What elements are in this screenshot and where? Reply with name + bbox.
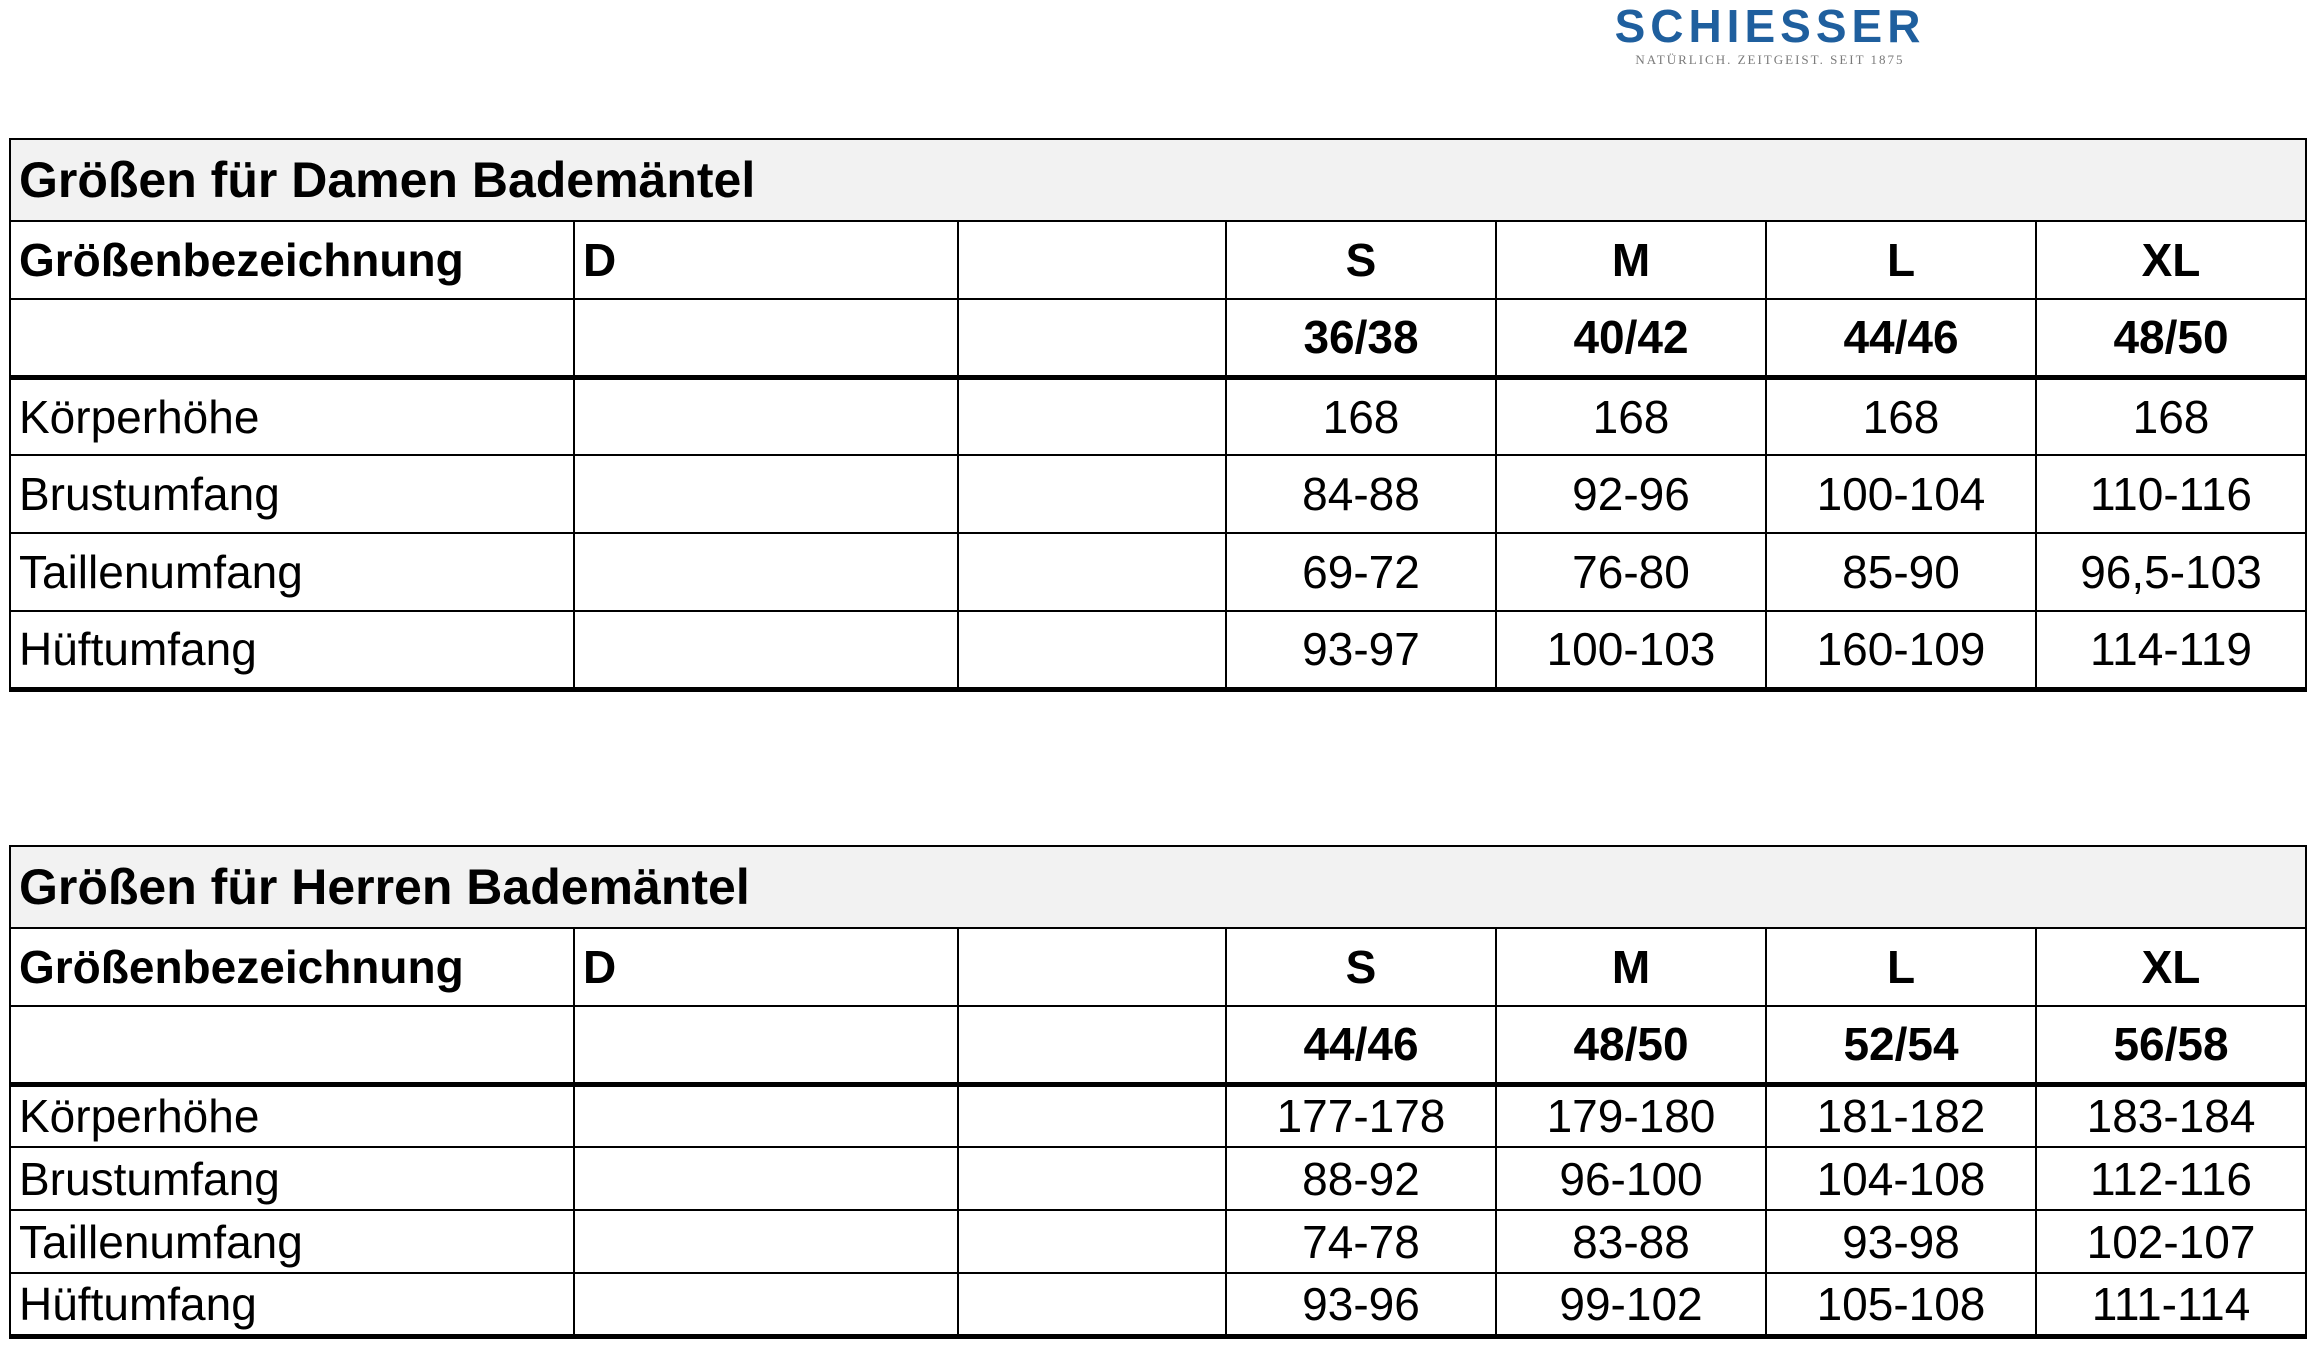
value-cell: 76-80 xyxy=(1496,533,1766,611)
table-row xyxy=(10,1084,2306,1147)
damen-empty-cell xyxy=(958,299,1226,377)
value-cell: 93-98 xyxy=(1766,1210,2036,1273)
herren-number-row xyxy=(10,1006,2306,1084)
herren-country: D xyxy=(574,928,958,1006)
table-row xyxy=(10,377,2306,455)
empty-cell xyxy=(958,455,1226,533)
empty-cell xyxy=(958,377,1226,455)
empty-cell xyxy=(958,1147,1226,1210)
value-cell: 69-72 xyxy=(1226,533,1496,611)
value-cell: 93-97 xyxy=(1226,611,1496,689)
value-cell: 96-100 xyxy=(1496,1147,1766,1210)
value-cell: 99-102 xyxy=(1496,1273,1766,1336)
damen-empty-cell xyxy=(10,299,574,377)
herren-empty-cell xyxy=(10,1006,574,1084)
damen-number-xl: 48/50 xyxy=(2036,299,2306,377)
herren-size-table xyxy=(9,845,2307,1339)
logo-name: SCHIESSER xyxy=(1614,0,1926,52)
value-cell: 111-114 xyxy=(2036,1273,2306,1336)
empty-cell xyxy=(958,611,1226,689)
value-cell: 168 xyxy=(1496,377,1766,455)
herren-empty-cell xyxy=(958,1006,1226,1084)
empty-cell xyxy=(574,1084,958,1147)
value-cell: 96,5-103 xyxy=(2036,533,2306,611)
row-label: Brustumfang xyxy=(10,1147,574,1210)
herren-title: Größen für Herren Bademäntel xyxy=(10,846,2306,928)
empty-cell xyxy=(958,1210,1226,1273)
value-cell: 85-90 xyxy=(1766,533,2036,611)
herren-size-m: M xyxy=(1496,928,1766,1006)
value-cell: 92-96 xyxy=(1496,455,1766,533)
damen-size-table xyxy=(9,138,2307,692)
damen-country: D xyxy=(574,221,958,299)
logo-tagline: NATÜRLICH. ZEITGEIST. SEIT 1875 xyxy=(1635,52,1905,67)
value-cell: 102-107 xyxy=(2036,1210,2306,1273)
damen-number-m: 40/42 xyxy=(1496,299,1766,377)
value-cell: 74-78 xyxy=(1226,1210,1496,1273)
value-cell: 168 xyxy=(1766,377,2036,455)
value-cell: 183-184 xyxy=(2036,1084,2306,1147)
damen-number-s: 36/38 xyxy=(1226,299,1496,377)
row-label: Hüftumfang xyxy=(10,1273,574,1336)
herren-empty-cell xyxy=(574,1006,958,1084)
schiesser-logo xyxy=(1560,2,1980,68)
value-cell: 93-96 xyxy=(1226,1273,1496,1336)
herren-label-header: Größenbezeichnung xyxy=(10,928,574,1006)
empty-cell xyxy=(574,377,958,455)
row-label: Körperhöhe xyxy=(10,377,574,455)
damen-size-s: S xyxy=(1226,221,1496,299)
herren-title-row xyxy=(10,846,2306,928)
empty-cell xyxy=(958,1273,1226,1336)
empty-cell xyxy=(574,1147,958,1210)
table-row xyxy=(10,455,2306,533)
damen-number-row xyxy=(10,299,2306,377)
value-cell: 88-92 xyxy=(1226,1147,1496,1210)
row-label: Körperhöhe xyxy=(10,1084,574,1147)
herren-size-xl: XL xyxy=(2036,928,2306,1006)
value-cell: 177-178 xyxy=(1226,1084,1496,1147)
table-row xyxy=(10,533,2306,611)
value-cell: 160-109 xyxy=(1766,611,2036,689)
herren-size-header-row xyxy=(10,928,2306,1006)
table-row xyxy=(10,1273,2306,1336)
empty-cell xyxy=(574,611,958,689)
herren-size-l: L xyxy=(1766,928,2036,1006)
damen-number-l: 44/46 xyxy=(1766,299,2036,377)
row-label: Hüftumfang xyxy=(10,611,574,689)
value-cell: 100-104 xyxy=(1766,455,2036,533)
herren-number-l: 52/54 xyxy=(1766,1006,2036,1084)
value-cell: 84-88 xyxy=(1226,455,1496,533)
herren-size-s: S xyxy=(1226,928,1496,1006)
row-label: Taillenumfang xyxy=(10,533,574,611)
damen-size-header-row xyxy=(10,221,2306,299)
value-cell: 181-182 xyxy=(1766,1084,2036,1147)
value-cell: 104-108 xyxy=(1766,1147,2036,1210)
value-cell: 83-88 xyxy=(1496,1210,1766,1273)
damen-size-xl: XL xyxy=(2036,221,2306,299)
damen-empty-cell xyxy=(574,299,958,377)
empty-cell xyxy=(958,1084,1226,1147)
empty-cell xyxy=(574,1273,958,1336)
value-cell: 110-116 xyxy=(2036,455,2306,533)
damen-label-header: Größenbezeichnung xyxy=(10,221,574,299)
damen-empty-cell xyxy=(958,221,1226,299)
damen-title-row xyxy=(10,139,2306,221)
table-row xyxy=(10,1210,2306,1273)
table-row xyxy=(10,1147,2306,1210)
value-cell: 168 xyxy=(2036,377,2306,455)
value-cell: 100-103 xyxy=(1496,611,1766,689)
value-cell: 168 xyxy=(1226,377,1496,455)
herren-empty-cell xyxy=(958,928,1226,1006)
damen-size-l: L xyxy=(1766,221,2036,299)
herren-number-s: 44/46 xyxy=(1226,1006,1496,1084)
table-row xyxy=(10,611,2306,689)
herren-number-xl: 56/58 xyxy=(2036,1006,2306,1084)
herren-number-m: 48/50 xyxy=(1496,1006,1766,1084)
value-cell: 112-116 xyxy=(2036,1147,2306,1210)
empty-cell xyxy=(958,533,1226,611)
row-label: Brustumfang xyxy=(10,455,574,533)
empty-cell xyxy=(574,533,958,611)
value-cell: 179-180 xyxy=(1496,1084,1766,1147)
value-cell: 105-108 xyxy=(1766,1273,2036,1336)
row-label: Taillenumfang xyxy=(10,1210,574,1273)
empty-cell xyxy=(574,455,958,533)
value-cell: 114-119 xyxy=(2036,611,2306,689)
empty-cell xyxy=(574,1210,958,1273)
damen-size-m: M xyxy=(1496,221,1766,299)
damen-title: Größen für Damen Bademäntel xyxy=(10,139,2306,221)
